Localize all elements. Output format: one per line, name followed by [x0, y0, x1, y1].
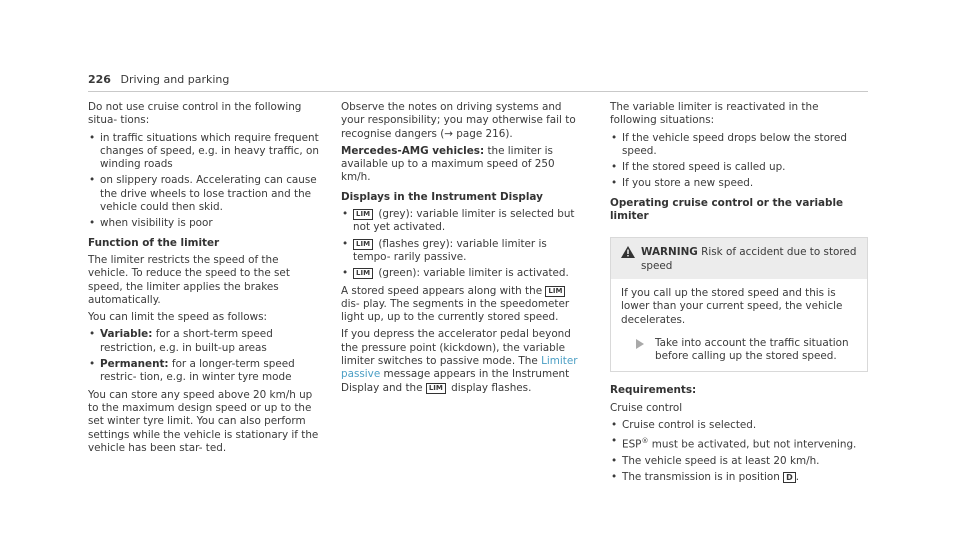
- list-item: • The transmission is in position D .: [610, 471, 868, 484]
- column-left: [88, 101, 320, 459]
- variable-text: for a short-term speed restriction, e.g. in built-up areas: [100, 328, 273, 354]
- list-item: • If the stored speed is called up.: [610, 161, 868, 174]
- display-green: (green): variable limiter is activated.: [378, 267, 569, 280]
- list-item: [88, 328, 320, 355]
- page-reference: → page 216).: [444, 127, 513, 140]
- reactivated-intro: The variable limiter is reactivated in the following situations:: [610, 101, 819, 127]
- store-text: You can store any speed above 20 km/h up to the maximum design speed or up to the set winter tyre limit. You can also perform settings while the vehicle is stationary if the vehicle has been star- ted.: [88, 388, 319, 454]
- list-item: [341, 208, 581, 235]
- limit-intro: You can limit the speed as follows:: [88, 311, 268, 324]
- display-flashing: (flashes grey): variable limiter is tempo- rarily passive.: [353, 237, 547, 263]
- header-divider: [88, 91, 868, 92]
- warning-body: [611, 279, 867, 371]
- list-item: • If the vehicle speed drops below the stored speed.: [610, 132, 868, 159]
- list-item: • Cruise control is selected.: [610, 419, 868, 432]
- transmission-text: The transmission is in position: [622, 471, 780, 484]
- list-item: • when visibility is poor: [88, 217, 320, 230]
- lim-icon: LIM: [426, 383, 446, 394]
- displays-heading: Displays in the Instrument Display: [341, 190, 543, 203]
- amg-text: [341, 145, 581, 185]
- depress-c: display flashes.: [451, 381, 532, 394]
- display-grey: (grey): variable limiter is selected but not yet activated.: [353, 208, 575, 234]
- esp-label: ESP: [622, 438, 642, 451]
- observe-text: [341, 101, 581, 141]
- requirements-intro: Cruise control: [610, 401, 683, 414]
- page-header: [88, 73, 229, 86]
- warning-triangle-icon: [621, 246, 635, 258]
- esp-text: must be activated, but not intervening.: [651, 438, 857, 451]
- warning-header: [611, 238, 867, 279]
- list-item: [341, 238, 581, 265]
- warning-tip-text: Take into account the traffic situation before calling up the stored speed.: [655, 336, 849, 363]
- registered-mark: ®: [641, 437, 649, 446]
- operating-heading: Operating cruise control or the variable limiter: [610, 196, 844, 223]
- depress-b: message appears in the Instrument Display and the: [341, 368, 570, 394]
- lim-icon: LIM: [353, 239, 373, 250]
- arrow-right-icon: [635, 339, 645, 349]
- section-title: Driving and parking: [120, 73, 230, 86]
- amg-body: the limiter is available up to a maximum speed of 250 km/h.: [341, 144, 555, 184]
- lim-icon: LIM: [353, 268, 373, 279]
- list-item: • on slippery roads. Accelerating can cause the drive wheels to lose traction and the vehicle could then skid.: [88, 174, 320, 214]
- column-middle: [341, 101, 581, 399]
- column-right: [610, 101, 868, 489]
- variable-label: Variable:: [100, 328, 153, 341]
- list-item: [610, 435, 868, 452]
- lim-icon: LIM: [545, 286, 565, 297]
- function-text: The limiter restricts the speed of the vehicle. To reduce the speed to the set speed, the limiter applies the brakes automatically.: [88, 253, 290, 306]
- requirements-list: [610, 419, 868, 485]
- limit-list: [88, 328, 320, 384]
- reactivated-list: [610, 132, 868, 191]
- lim-icon: LIM: [353, 209, 373, 220]
- depress-a: If you depress the accelerator pedal beyond the pressure point (kickdown), the variable limiter switches to passive mode. The: [341, 328, 571, 368]
- list-item: • in traffic situations which require frequent changes of speed, e.g. in heavy traffic, on winding roads: [88, 132, 320, 172]
- warning-body-text: If you call up the stored speed and this is lower than your current speed, the vehicle decelerates.: [621, 286, 843, 326]
- warning-title-text: [641, 246, 857, 273]
- warning-tip: [621, 337, 857, 364]
- stored-b: dis- play. The segments in the speedometer light up, up to the currently stored speed.: [341, 297, 570, 324]
- depress-text: [341, 328, 581, 394]
- list-item: [88, 358, 320, 385]
- warning-box: [610, 237, 868, 372]
- warning-title: Risk of accident due to stored speed: [641, 246, 857, 272]
- function-heading: Function of the limiter: [88, 236, 220, 249]
- warning-label: WARNING: [641, 246, 698, 259]
- requirements-heading: Requirements:: [610, 384, 697, 397]
- intro-text: Do not use cruise control in the following situa- tions:: [88, 101, 302, 127]
- observe-body: Observe the notes on driving systems and your responsibility; you may otherwise fail to recognise dangers (: [341, 101, 576, 140]
- stored-a: A stored speed appears along with the: [341, 284, 543, 297]
- amg-label: Mercedes-AMG vehicles:: [341, 144, 485, 157]
- list-item: • The vehicle speed is at least 20 km/h.: [610, 455, 868, 468]
- permanent-label: Permanent:: [100, 358, 169, 371]
- displays-list: [341, 208, 581, 280]
- list-item: • If you store a new speed.: [610, 177, 868, 190]
- stored-text: [341, 285, 581, 325]
- page-number: 226: [88, 73, 111, 86]
- list-item: [341, 267, 581, 280]
- permanent-text: for a longer-term speed restric- tion, e.g. in winter tyre mode: [100, 358, 295, 384]
- gear-d-icon: D: [783, 472, 796, 483]
- situations-list: [88, 132, 320, 231]
- limiter-passive-message: Limiter passive: [341, 355, 578, 381]
